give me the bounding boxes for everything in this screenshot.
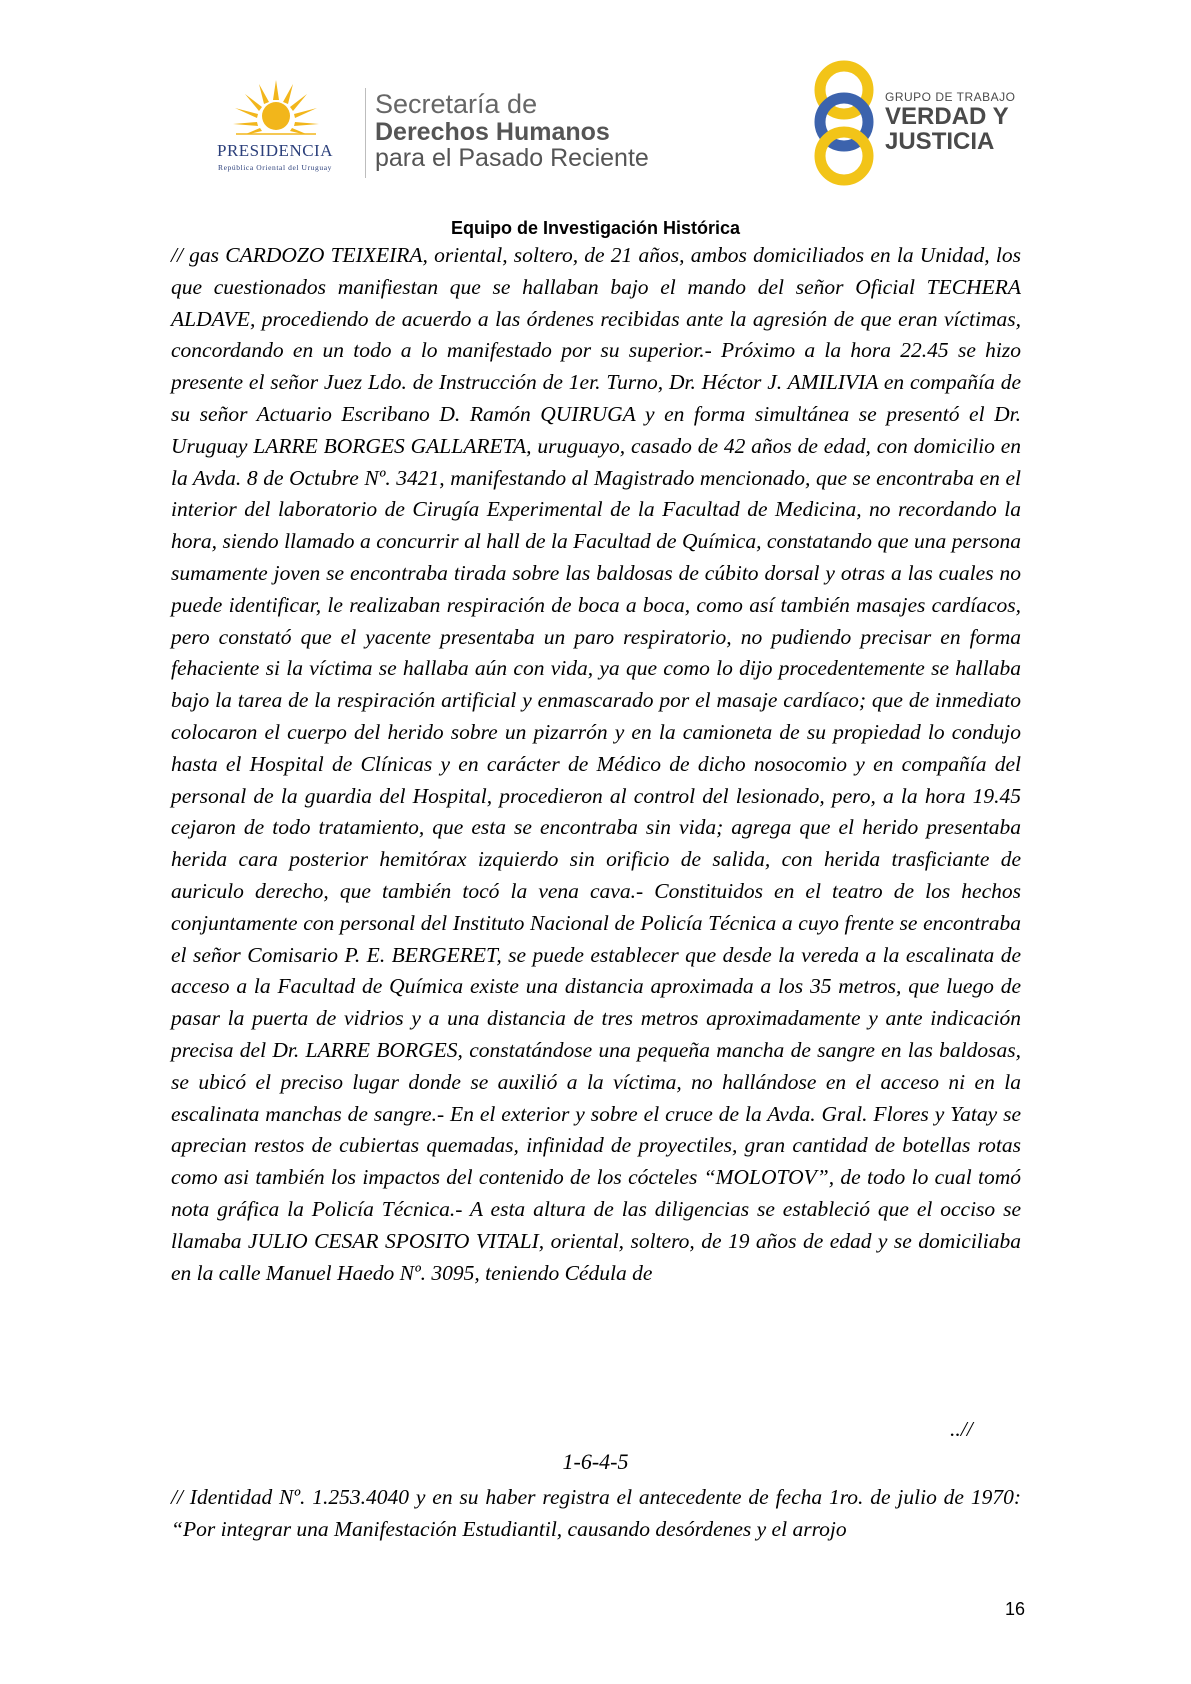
gvj-line-3: JUSTICIA: [885, 128, 995, 155]
body-paragraph: // gas CARDOZO TEIXEIRA, oriental, soltero, de 21 años, ambos domiciliados en la Unidad, los que cuestionados manifiestan que se hallaban bajo el mando del señor Oficial TECHERA ALDAVE, procediendo de acuerdo a las órdenes recibidas ante la agresión de que eran víctimas, concordando en un todo a lo manifestado por su superior.- Próximo a la hora 22.45 se hizo presente el señor Juez Ldo. de Instrucción de 1er. Turno, Dr. Héctor J. AMILIVIA en compañía de su señor Actuario Escribano D. Ramón QUIRUGA y en forma simultánea se presentó el Dr. Uruguay LARRE BORGES GALLARETA, uruguayo, casado de 42 años de edad, con domicilio en la Avda. 8 de Octubre Nº. 3421, manifestando al Magistrado mencionado, que se encontraba en el interior del laboratorio de Cirugía Experimental de la Facultad de Medicina, no recordando la hora, siendo llamado a concurrir al hall de la Facultad de Química, constatando que una persona sumamente joven se encontraba tirada sobre las baldosas de cúbito dorsal y otras a las cuales no puede identificar, le realizaban respiración de boca a boca, como así también masajes cardíacos, pero constató que el yacente presentaba un paro respiratorio, no pudiendo precisar en forma fehaciente si la víctima se hallaba aún con vida, ya que como lo dijo procedentemente se hallaba bajo la tarea de la respiración artificial y enmascarado por el masaje cardíaco; que de inmediato colocaron el cuerpo del herido sobre un pizarrón y en la camioneta de su propiedad lo condujo hasta el Hospital de Clínicas y en carácter de Médico de dicho nosocomio y en compañía del personal de la guardia del Hospital, procedieron al control del lesionado, pero, a la hora 19.45 cejaron de todo tratamiento, que esta se encontraba sin vida; agrega que el herido presentaba herida cara posterior hemitórax izquierdo sin orificio de salida, con herida trasficiante de auriculo derecho, que también tocó la vena cava.- Constituidos en el teatro de los hechos conjuntamente con personal del Instituto Nacional de Policía Técnica a cuyo frente se encontraba el señor Comisario P. E. BERGERET, se puede establecer que desde la vereda a la escalinata de acceso a la Facultad de Química existe una distancia aproximada a los 35 metros, que luego de pasar la puerta de vidrios y a una distancia de tres metros aproximadamente y ante indicación precisa del Dr. LARRE BORGES, constatándose una pequeña mancha de sangre en las baldosas, se ubicó el preciso lugar donde se auxilió a la víctima, no hallándose en el acceso ni en la escalinata manchas de sangre.- En el exterior y sobre el cruce de la Avda. Gral. Flores y Yatay se aprecian restos de cubiertas quemadas, infinidad de proyectiles, gran cantidad de botellas rotas como asi también los impactos del contenido de los cócteles “MOLOTOV”, de todo lo cual tomó nota gráfica la Policía Técnica.- A esta altura de las diligencias se estableció que el occiso se llamaba JULIO CESAR SPOSITO VITALI, oriental, soltero, de 19 años de edad y se domiciliaba en la calle Manuel Haedo Nº. 3095, teniendo Cédula de: [171, 243, 1021, 1285]
secretaria-line-3: para el Pasado Reciente: [375, 144, 649, 172]
secretaria-line-2: Derechos Humanos: [375, 118, 610, 146]
sun-icon: [231, 78, 321, 140]
page-header: [0, 0, 1191, 220]
continuation-mark: ..//: [950, 1417, 973, 1441]
team-title: Equipo de Investigación Histórica: [450, 218, 741, 238]
gvj-line-1: GRUPO DE TRABAJO: [885, 90, 1016, 104]
gvj-line-2: VERDAD Y: [885, 103, 1009, 130]
presidencia-subtitle: República Oriental del Uruguay: [217, 163, 332, 172]
header-divider: [365, 88, 366, 178]
presidencia-name: PRESIDENCIA: [216, 141, 333, 160]
presidencia-logo: [195, 78, 355, 178]
body-text: [171, 240, 1021, 1289]
body-text-2: [171, 1482, 1021, 1546]
secretaria-line-1: Secretaría de: [375, 89, 538, 119]
page-number: 16: [1005, 1599, 1026, 1619]
grupo-verdad-justicia-logo: [805, 60, 1035, 190]
rings-icon: [805, 60, 883, 190]
folio-number: 1-6-4-5: [562, 1449, 629, 1474]
secretaria-logo-text: [375, 89, 649, 172]
body-paragraph-2: // Identidad Nº. 1.253.4040 y en su haber registra el antecedente de fecha 1ro. de julio de 1970: “Por integrar una Manifestación Estudiantil, causando desórdenes y el arrojo: [171, 1485, 1021, 1541]
